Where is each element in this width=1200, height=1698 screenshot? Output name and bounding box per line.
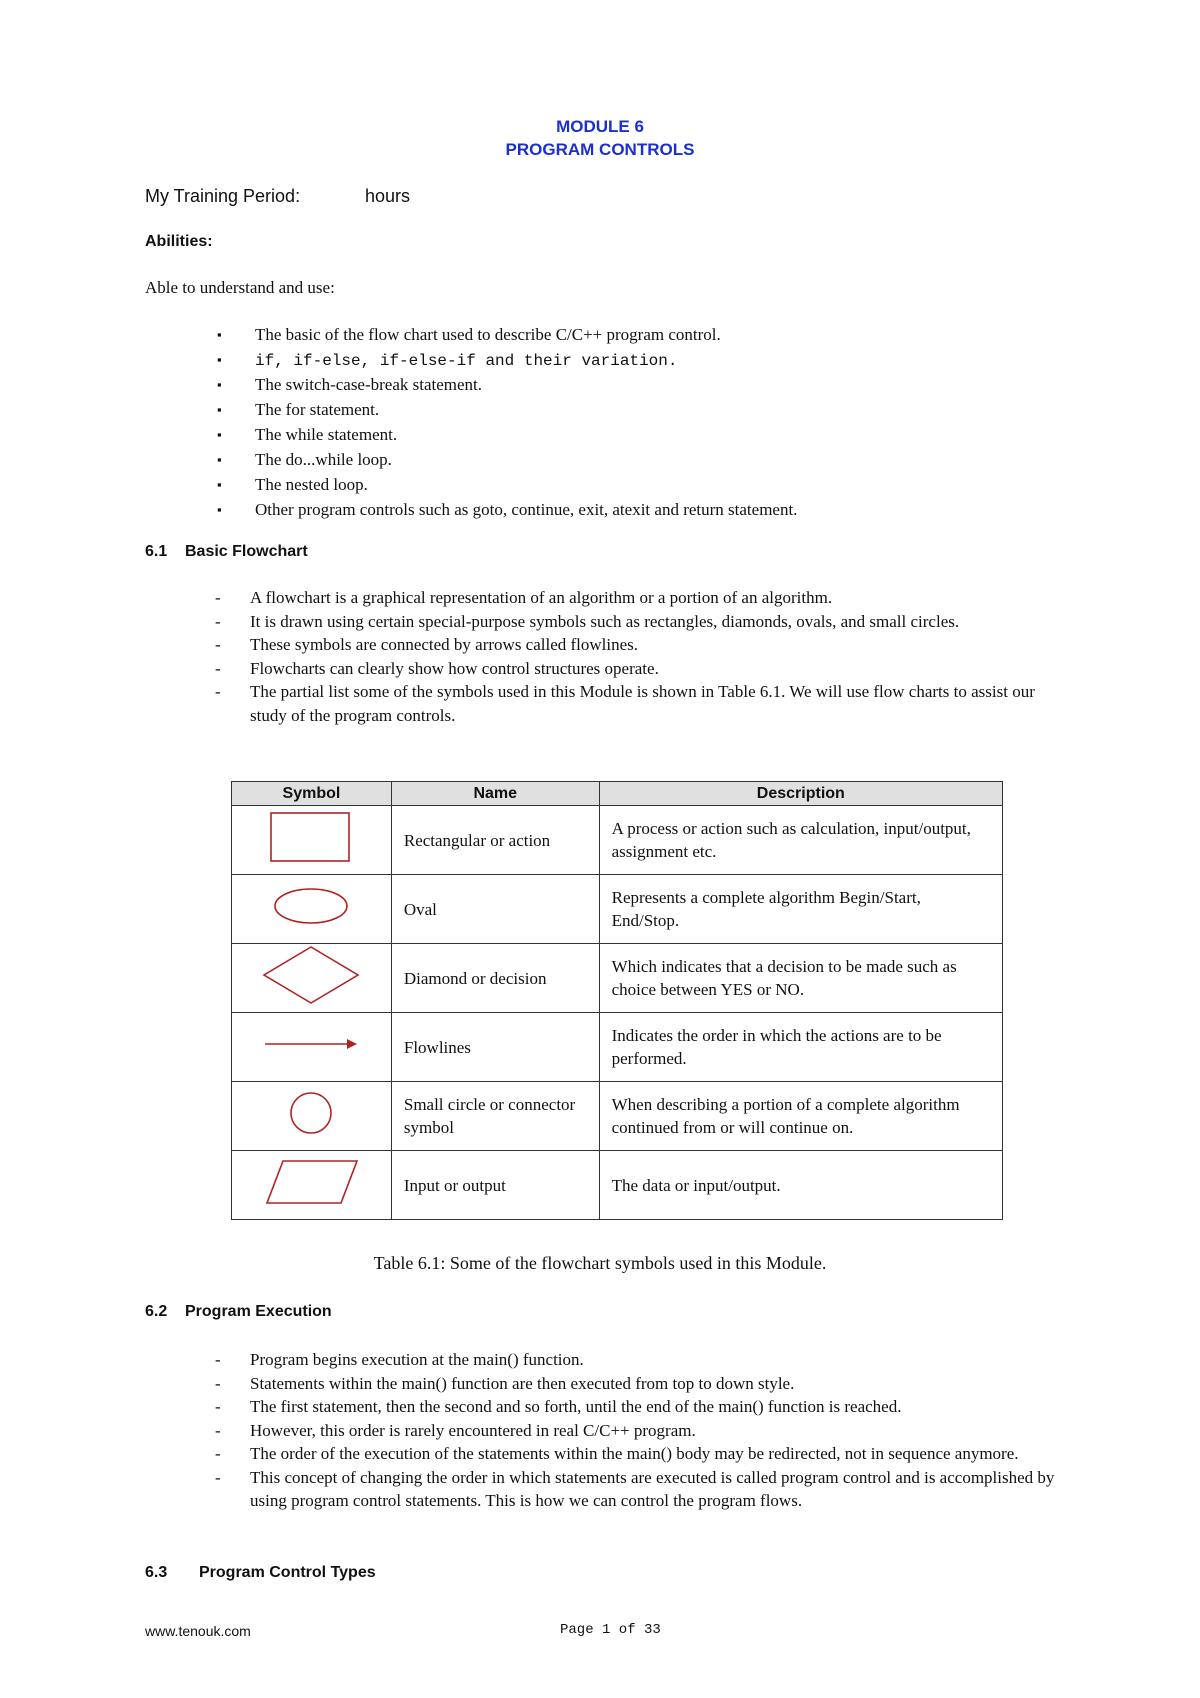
- section-heading-6-3: [145, 1564, 376, 1582]
- table-caption: Table 6.1: Some of the flowchart symbols used in this Module.: [373, 1253, 827, 1273]
- ability-text: if, if-else, if-else-if and their variation.: [255, 352, 678, 370]
- table-row: [232, 806, 1003, 875]
- item-text: Statements within the main() function are then executed from top to down style.: [250, 1373, 795, 1393]
- section-title: Basic Flowchart: [185, 543, 308, 560]
- list-item: - These symbols are connected by arrows called flowlines.: [215, 635, 639, 654]
- symbol-cell: [232, 1013, 392, 1082]
- list-item: - The partial list some of the symbols used in this Module is shown in Table 6.1. We will use flow charts to assist our study of the program controls.: [215, 682, 1035, 725]
- name-cell: Small circle or connector symbol: [391, 1082, 599, 1151]
- bullet-icon: ▪: [217, 377, 222, 392]
- abilities-intro: Able to understand and use:: [145, 278, 335, 297]
- item-text: This concept of changing the order in which statements are executed is called program control and is accomplished by using program control statements. This is how we can control the program flows.: [250, 1467, 1055, 1510]
- list-item: [217, 397, 1117, 422]
- ability-text: The do...while loop.: [255, 450, 392, 469]
- description-cell: Which indicates that a decision to be made such as choice between YES or NO.: [599, 944, 1002, 1013]
- name-cell: Diamond or decision: [391, 944, 599, 1013]
- flowchart-symbols-table: [231, 781, 1003, 1220]
- bullet-icon: ▪: [217, 477, 222, 492]
- item-text: The order of the execution of the statements within the main() body may be redirected, not in sequence anymore.: [250, 1444, 1019, 1463]
- bullet-icon: ▪: [217, 352, 222, 367]
- list-item: [217, 422, 1117, 447]
- section-number: 6.2: [145, 1303, 168, 1320]
- section-title: Program Control Types: [199, 1564, 376, 1581]
- column-header: Symbol: [232, 782, 392, 806]
- section-6-2-list: [215, 1348, 1075, 1513]
- training-period: [145, 186, 411, 207]
- section-heading-6-2: [145, 1303, 332, 1321]
- ability-text: The for statement.: [255, 400, 380, 419]
- footer-page-number: Page 1 of 33: [560, 1622, 661, 1638]
- list-item: - The first statement, then the second and so forth, until the end of the main() function is reached.: [215, 1397, 902, 1416]
- list-item: - Statements within the main() function are then executed from top to down style.: [215, 1373, 795, 1393]
- name-cell: Input or output: [391, 1151, 599, 1220]
- column-header: Name: [391, 782, 599, 806]
- list-item: [217, 372, 1117, 397]
- table-row: [232, 1013, 1003, 1082]
- table-row: [232, 1151, 1003, 1220]
- item-text: However, this order is rarely encountered in real C/C++ program.: [250, 1420, 696, 1440]
- list-item: - Flowcharts can clearly show how control structures operate.: [215, 658, 659, 678]
- symbol-cell: [232, 944, 392, 1013]
- bullet-icon: ▪: [217, 452, 222, 467]
- list-item: - This concept of changing the order in which statements are executed is called program control and is accomplished by using program control statements. This is how we can control the program flows.: [215, 1467, 1055, 1510]
- bullet-icon: ▪: [217, 402, 222, 417]
- table-row: [232, 1082, 1003, 1151]
- arrow-symbol-icon: [261, 1029, 361, 1059]
- abilities-list: [217, 322, 1117, 522]
- ability-text: The basic of the flow chart used to describe C/C++ program control.: [255, 325, 721, 344]
- list-item: - It is drawn using certain special-purpose symbols such as rectangles, diamonds, ovals, and small circles.: [215, 611, 960, 631]
- symbol-cell: [232, 1082, 392, 1151]
- list-item: - The order of the execution of the statements within the main() body may be redirected, not in sequence anymore.: [215, 1444, 1019, 1463]
- symbol-cell: [232, 875, 392, 944]
- item-text: The first statement, then the second and so forth, until the end of the main() function is reached.: [250, 1397, 902, 1416]
- parallelogram-symbol-icon: [261, 1157, 361, 1207]
- item-text: A flowchart is a graphical representation of an algorithm or a portion of an algorithm.: [250, 588, 833, 607]
- bullet-icon: ▪: [217, 427, 222, 442]
- item-text: Flowcharts can clearly show how control structures operate.: [250, 658, 659, 678]
- table-row: [232, 944, 1003, 1013]
- symbol-cell: [232, 1151, 392, 1220]
- description-cell: When describing a portion of a complete algorithm continued from or will continue on.: [599, 1082, 1002, 1151]
- ability-text: The while statement.: [255, 425, 398, 444]
- section-number: 6.3: [145, 1564, 168, 1581]
- section-6-1-list: [215, 586, 1075, 727]
- section-title: Program Execution: [185, 1303, 332, 1320]
- description-cell: Indicates the order in which the actions are to be performed.: [599, 1013, 1002, 1082]
- symbol-cell: [232, 806, 392, 875]
- list-item: [217, 497, 1117, 522]
- list-item: [217, 472, 1117, 497]
- description-cell: The data or input/output.: [599, 1151, 1002, 1220]
- item-text: The partial list some of the symbols used in this Module is shown in Table 6.1. We will use flow charts to assist our study of the program controls.: [250, 682, 1035, 725]
- name-cell: Flowlines: [391, 1013, 599, 1082]
- bullet-icon: ▪: [217, 327, 222, 342]
- list-item: - However, this order is rarely encountered in real C/C++ program.: [215, 1420, 696, 1440]
- abilities-heading: Abilities:: [145, 233, 213, 250]
- column-header: Description: [599, 782, 1002, 806]
- ability-text: The nested loop.: [255, 475, 368, 494]
- item-text: It is drawn using certain special-purpose symbols such as rectangles, diamonds, ovals, and small circles.: [250, 611, 960, 631]
- section-number: 6.1: [145, 543, 168, 560]
- training-label: My Training Period:: [145, 186, 301, 206]
- name-cell: Rectangular or action: [391, 806, 599, 875]
- oval-symbol-icon: [266, 878, 356, 934]
- section-heading-6-1: [145, 543, 308, 561]
- name-cell: Oval: [391, 875, 599, 944]
- training-value: hours: [365, 186, 411, 206]
- list-item: [217, 447, 1117, 472]
- diamond-symbol-icon: [261, 944, 361, 1006]
- list-item: - Program begins execution at the main() function.: [215, 1350, 584, 1369]
- rectangle-symbol-icon: [266, 809, 356, 865]
- list-item: [217, 347, 1117, 372]
- ability-text: Other program controls such as goto, continue, exit, atexit and return statement.: [255, 500, 798, 519]
- item-text: These symbols are connected by arrows called flowlines.: [250, 635, 639, 654]
- footer-site-link[interactable]: www.tenouk.com: [145, 1623, 251, 1639]
- table-row: [232, 875, 1003, 944]
- module-number: MODULE 6: [556, 117, 644, 136]
- module-title: PROGRAM CONTROLS: [505, 140, 695, 159]
- list-item: [217, 322, 1117, 347]
- list-item: - A flowchart is a graphical representation of an algorithm or a portion of an algorithm.: [215, 588, 833, 607]
- circle-symbol-icon: [281, 1088, 341, 1138]
- item-text: Program begins execution at the main() function.: [250, 1350, 584, 1369]
- description-cell: A process or action such as calculation, input/output, assignment etc.: [599, 806, 1002, 875]
- table-header-row: [232, 782, 1003, 806]
- description-cell: Represents a complete algorithm Begin/Start, End/Stop.: [599, 875, 1002, 944]
- bullet-icon: ▪: [217, 502, 222, 517]
- ability-text: The switch-case-break statement.: [255, 375, 483, 394]
